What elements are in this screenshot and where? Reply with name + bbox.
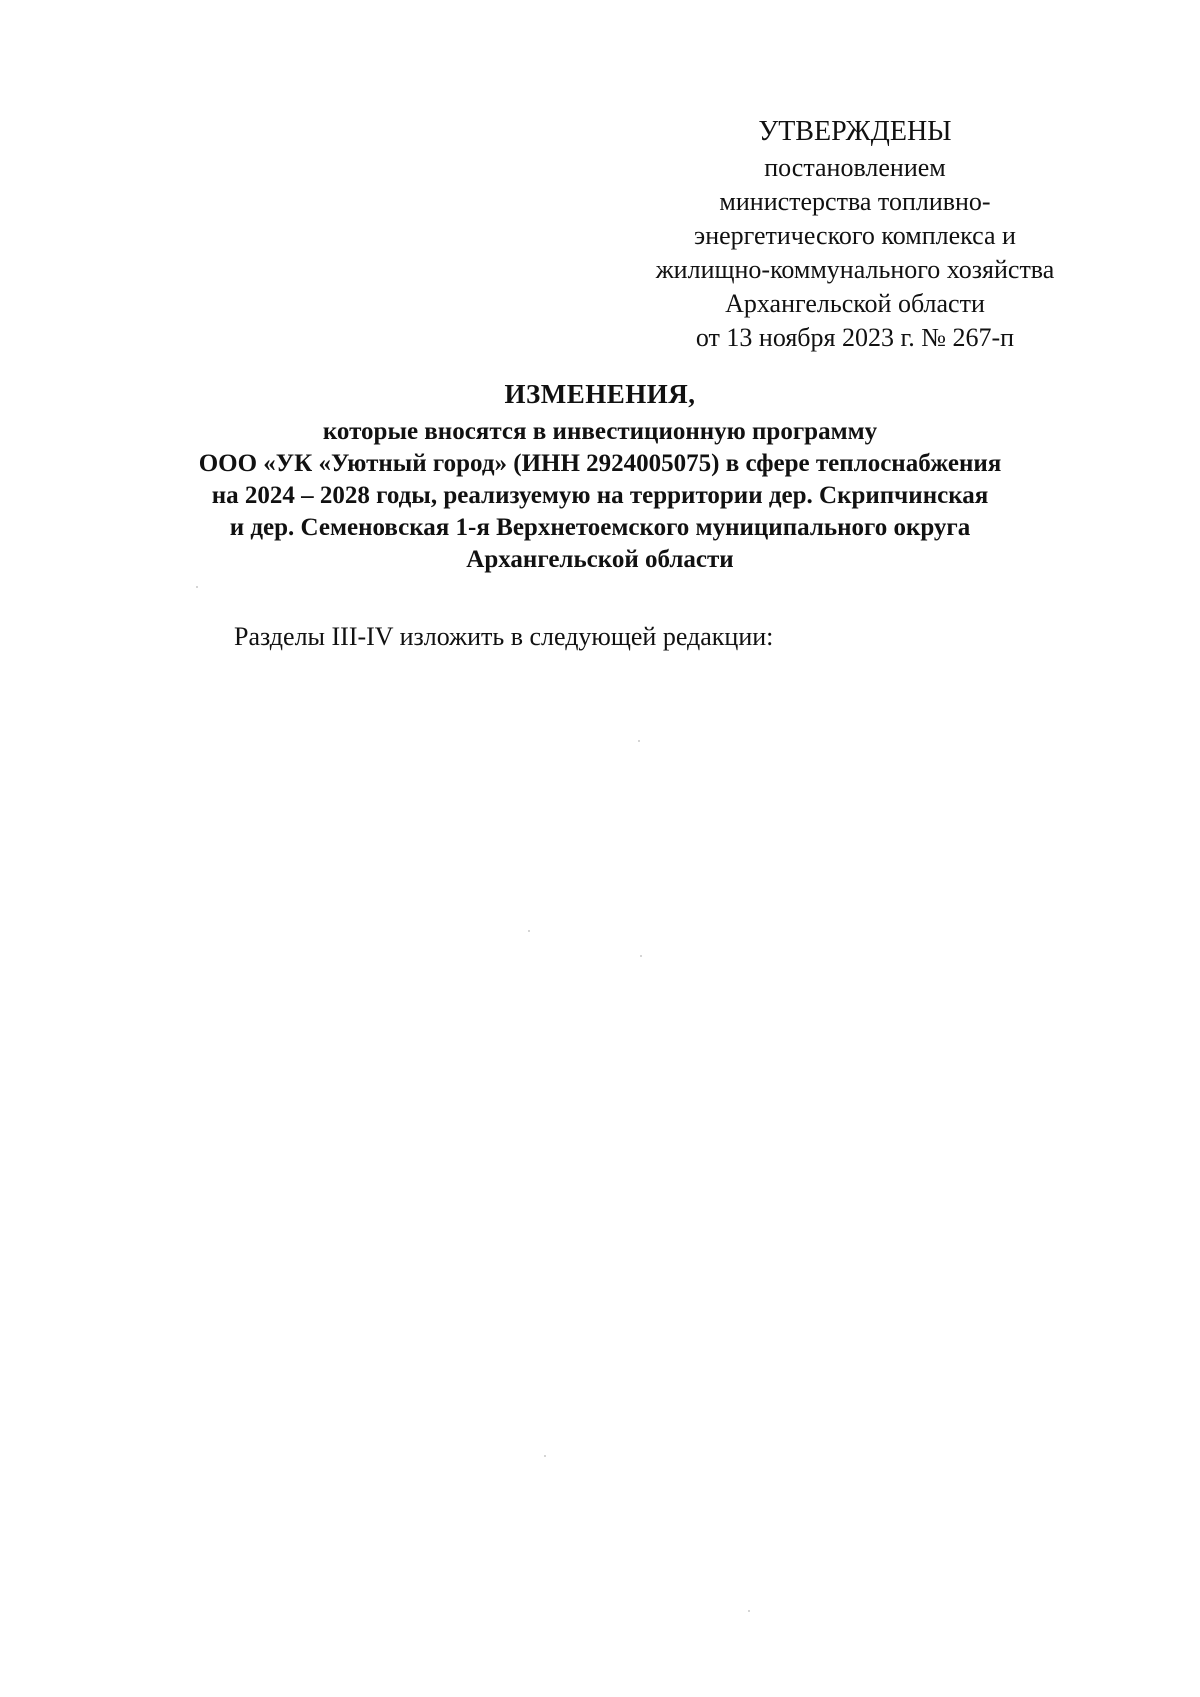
scan-speck [748,1610,750,1612]
approval-line: постановлением [764,153,946,182]
approval-line: энергетического комплекса и [694,221,1016,250]
approval-stamp-block [620,115,1090,355]
changes-title: ИЗМЕНЕНИЯ, [504,379,696,409]
approval-line: Архангельской области [725,289,985,318]
approval-date-number: от 13 ноября 2023 г. № 267-п [695,323,1015,352]
scan-speck [638,740,640,742]
changes-subtitle-line: Архангельской области [466,546,734,573]
changes-subtitle-line: ООО «УК «Уютный город» (ИНН 2924005075) в сфере теплоснабжения [198,450,1002,477]
changes-subtitle-line: на 2024 – 2028 годы, реализуемую на территории дер. Скрипчинская [211,482,989,509]
scan-speck [544,1455,546,1457]
approval-line: жилищно-коммунального хозяйства [655,255,1055,284]
approval-line: министерства топливно- [719,187,991,216]
body-paragraph: Разделы III-IV изложить в следующей редакции: [234,622,774,651]
scan-speck [640,955,642,957]
changes-subtitle-line: которые вносятся в инвестиционную программу [322,418,878,445]
scan-speck [196,586,198,588]
approval-title: УТВЕРЖДЕНЫ [758,116,952,147]
changes-heading-block [130,378,1070,576]
changes-subtitle-line: и дер. Семеновская 1-я Верхнетоемского муниципального округа [229,514,971,541]
scan-speck [528,930,530,932]
